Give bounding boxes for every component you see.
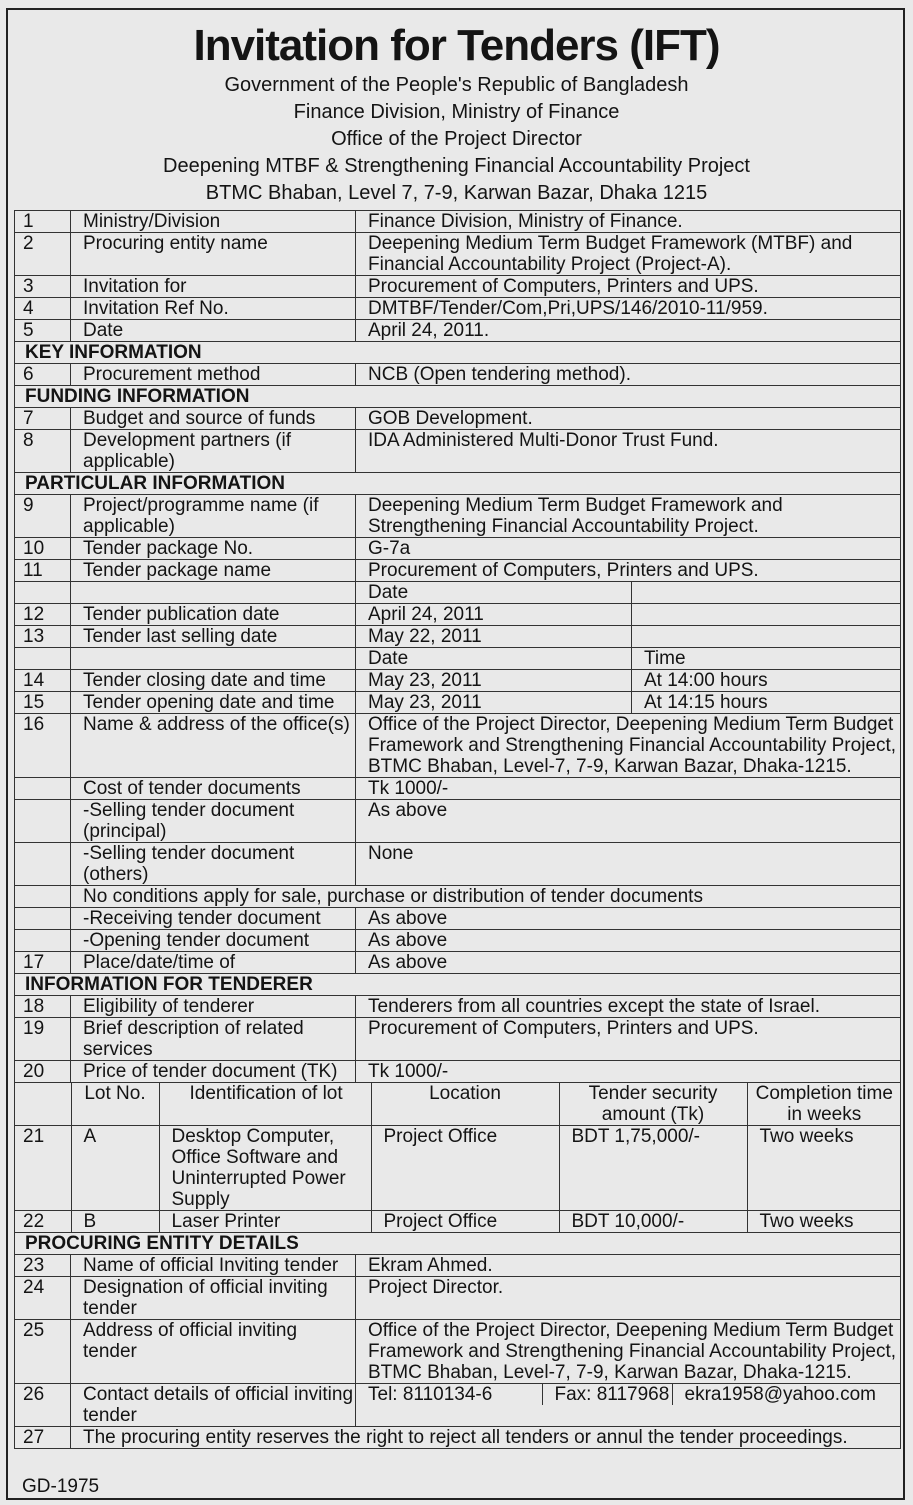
- security-header: Tender security amount (Tk): [559, 1083, 747, 1126]
- row-value: Finance Division, Ministry of Finance.: [356, 211, 901, 233]
- row-value: IDA Administered Multi-Donor Trust Fund.: [356, 430, 901, 473]
- row-label: Project/programme name (if applicable): [71, 495, 356, 538]
- table-row: [15, 430, 901, 473]
- table-row: [15, 626, 901, 648]
- row-label: Tender closing date and time: [71, 670, 356, 692]
- row-value: NCB (Open tendering method).: [356, 364, 901, 386]
- footer-code: GD-1975: [22, 1476, 100, 1497]
- section-heading-key: KEY INFORMATION: [15, 342, 901, 364]
- tender-table: [14, 210, 901, 1449]
- section-row: [15, 1233, 901, 1255]
- row-label: Ministry/Division: [71, 211, 356, 233]
- table-row: [15, 886, 901, 908]
- row-value: None: [356, 843, 901, 886]
- table-row: [15, 996, 901, 1018]
- row-number: 4: [15, 298, 71, 320]
- row-value: Office of the Project Director, Deepening Medium Term Budget Framework and Strengthening Financial Accountability Project, BTMC Bhaban, Level-7, 7-9, Karwan Bazar, Dhaka-1215.: [356, 714, 901, 778]
- page-title: Invitation for Tenders (IFT): [193, 21, 720, 70]
- table-row: [15, 1255, 901, 1277]
- row-label: Cost of tender documents: [71, 778, 356, 800]
- section-row: [15, 473, 901, 495]
- table-row: [15, 233, 901, 276]
- row-number: 17: [15, 952, 71, 974]
- lot-row: [15, 1126, 901, 1211]
- table-row: [15, 1427, 901, 1449]
- row-number: 20: [15, 1061, 71, 1083]
- header-line-office: Office of the Project Director: [331, 128, 582, 150]
- row-value: As above: [356, 800, 901, 843]
- row-number: 11: [15, 560, 71, 582]
- contact-email: ekra1958@yahoo.com: [672, 1384, 901, 1405]
- row-number: 5: [15, 320, 71, 342]
- table-row: [15, 670, 901, 692]
- table-row: [15, 952, 901, 974]
- lot-security: BDT 1,75,000/-: [559, 1126, 747, 1211]
- row-value: April 24, 2011.: [356, 320, 901, 342]
- no-conditions-note: No conditions apply for sale, purchase or distribution of tender documents: [71, 886, 901, 908]
- row-value: Procurement of Computers, Printers and UPS.: [356, 276, 901, 298]
- row-label: -Receiving tender document: [71, 908, 356, 930]
- row-number: 7: [15, 408, 71, 430]
- header-line-address: BTMC Bhaban, Level 7, 7-9, Karwan Bazar, Dhaka 1215: [205, 182, 708, 204]
- row-value: Tk 1000/-: [356, 778, 901, 800]
- lot-no-header: Lot No.: [71, 1083, 159, 1126]
- row-number: 10: [15, 538, 71, 560]
- row-number: 12: [15, 604, 71, 626]
- row-value: Ekram Ahmed.: [356, 1255, 901, 1277]
- row-value: G-7a: [356, 538, 901, 560]
- table-row: [15, 800, 901, 843]
- row-date: May 23, 2011: [356, 692, 632, 714]
- row-label: Tender package name: [71, 560, 356, 582]
- row-label: Place/date/time of: [71, 952, 356, 974]
- row-value: As above: [356, 952, 901, 974]
- row-value: As above: [356, 908, 901, 930]
- row-number: 14: [15, 670, 71, 692]
- row-label: Budget and source of funds: [71, 408, 356, 430]
- row-number: 26: [15, 1384, 71, 1427]
- row-label: Tender publication date: [71, 604, 356, 626]
- row-number: 16: [15, 714, 71, 778]
- row-number: 24: [15, 1277, 71, 1320]
- row-value: April 24, 2011: [356, 604, 632, 626]
- row-number: 13: [15, 626, 71, 648]
- header-line-government: Government of the People's Republic of Bangladesh: [224, 74, 689, 96]
- row-label: -Selling tender document (principal): [71, 800, 356, 843]
- row-value: GOB Development.: [356, 408, 901, 430]
- date-column-header: Date: [356, 648, 632, 670]
- table-row: [15, 538, 901, 560]
- table-row: [15, 495, 901, 538]
- row-number: 9: [15, 495, 71, 538]
- table-row: [15, 1320, 901, 1384]
- contact-details: [356, 1384, 901, 1405]
- row-number: 2: [15, 233, 71, 276]
- row-number: 18: [15, 996, 71, 1018]
- final-note: The procuring entity reserves the right to reject all tenders or annul the tender proceedings.: [71, 1427, 901, 1449]
- table-row: [15, 843, 901, 886]
- section-row: [15, 342, 901, 364]
- row-number: 3: [15, 276, 71, 298]
- row-number: 1: [15, 211, 71, 233]
- lot-letter: B: [71, 1211, 159, 1233]
- row-number: 6: [15, 364, 71, 386]
- row-number: 19: [15, 1018, 71, 1061]
- section-heading-procuring: PROCURING ENTITY DETAILS: [15, 1233, 901, 1255]
- table-row: [15, 1384, 901, 1427]
- table-row: [15, 276, 901, 298]
- row-time: At 14:15 hours: [632, 692, 901, 714]
- row-number: 25: [15, 1320, 71, 1384]
- row-label: Price of tender document (TK): [71, 1061, 356, 1083]
- contact-fax: Fax: 8117968: [542, 1384, 672, 1405]
- lot-identification: Laser Printer: [159, 1211, 371, 1233]
- location-header: Location: [371, 1083, 559, 1126]
- lot-completion: Two weeks: [747, 1211, 901, 1233]
- row-label: Designation of official inviting tender: [71, 1277, 356, 1320]
- section-row: [15, 974, 901, 996]
- table-row: [15, 908, 901, 930]
- header-line-division: Finance Division, Ministry of Finance: [293, 101, 620, 123]
- row-date: May 23, 2011: [356, 670, 632, 692]
- table-row: [15, 211, 901, 233]
- row-label: Development partners (if applicable): [71, 430, 356, 473]
- row-value: Deepening Medium Term Budget Framework (MTBF) and Financial Accountability Project (Project-A).: [356, 233, 901, 276]
- row-label: Invitation Ref No.: [71, 298, 356, 320]
- row-value: Project Director.: [356, 1277, 901, 1320]
- row-value: DMTBF/Tender/Com,Pri,UPS/146/2010-11/959.: [356, 298, 901, 320]
- row-label: Procurement method: [71, 364, 356, 386]
- table-row: [15, 582, 901, 604]
- row-value: Tenderers from all countries except the state of Israel.: [356, 996, 901, 1018]
- lot-identification: Desktop Computer, Office Software and Uninterrupted Power Supply: [159, 1126, 371, 1211]
- row-time: At 14:00 hours: [632, 670, 901, 692]
- row-value: May 22, 2011: [356, 626, 632, 648]
- lot-security: BDT 10,000/-: [559, 1211, 747, 1233]
- row-label: Name & address of the office(s): [71, 714, 356, 778]
- row-label: Tender last selling date: [71, 626, 356, 648]
- time-column-header: Time: [632, 648, 901, 670]
- table-row: [15, 714, 901, 778]
- row-label: Brief description of related services: [71, 1018, 356, 1061]
- row-number: 27: [15, 1427, 71, 1449]
- table-row: [15, 364, 901, 386]
- table-row: [15, 692, 901, 714]
- lot-completion: Two weeks: [747, 1126, 901, 1211]
- row-number: 8: [15, 430, 71, 473]
- row-label: -Opening tender document: [71, 930, 356, 952]
- lot-location: Project Office: [371, 1211, 559, 1233]
- table-row: [15, 560, 901, 582]
- row-number: 21: [15, 1126, 71, 1211]
- lot-letter: A: [71, 1126, 159, 1211]
- row-label: Eligibility of tenderer: [71, 996, 356, 1018]
- contact-tel: Tel: 8110134-6: [368, 1384, 493, 1405]
- row-label: Invitation for: [71, 276, 356, 298]
- row-number: 23: [15, 1255, 71, 1277]
- lot-row: [15, 1211, 901, 1233]
- row-label: -Selling tender document (others): [71, 843, 356, 886]
- row-value: As above: [356, 930, 901, 952]
- table-row: [15, 648, 901, 670]
- lot-location: Project Office: [371, 1126, 559, 1211]
- row-value: Procurement of Computers, Printers and UPS.: [356, 560, 901, 582]
- row-label: Tender opening date and time: [71, 692, 356, 714]
- table-row: [15, 930, 901, 952]
- row-value: Deepening Medium Term Budget Framework and Strengthening Financial Accountability Project.: [356, 495, 901, 538]
- row-number: 22: [15, 1211, 71, 1233]
- row-value: Tk 1000/-: [356, 1061, 901, 1083]
- row-label: Name of official Inviting tender: [71, 1255, 356, 1277]
- row-label: Tender package No.: [71, 538, 356, 560]
- section-row: [15, 386, 901, 408]
- table-row: [15, 604, 901, 626]
- table-row: [15, 298, 901, 320]
- row-label: Address of official inviting tender: [71, 1320, 356, 1384]
- lot-table-row: [15, 1083, 901, 1233]
- row-label: Procuring entity name: [71, 233, 356, 276]
- table-row: [15, 1277, 901, 1320]
- row-number: 15: [15, 692, 71, 714]
- section-heading-tenderer: INFORMATION FOR TENDERER: [15, 974, 901, 996]
- table-row: [15, 1018, 901, 1061]
- row-value: Office of the Project Director, Deepening Medium Term Budget Framework and Strengthening Financial Accountability Project, BTMC Bhaban, Level-7, 7-9, Karwan Bazar, Dhaka-1215.: [356, 1320, 901, 1384]
- date-column-header: Date: [356, 582, 632, 604]
- identification-header: Identification of lot: [159, 1083, 371, 1126]
- table-row: [15, 1061, 901, 1083]
- row-label: Date: [71, 320, 356, 342]
- table-row: [15, 320, 901, 342]
- lot-header-row: [15, 1083, 901, 1126]
- row-value: Procurement of Computers, Printers and UPS.: [356, 1018, 901, 1061]
- table-row: [15, 778, 901, 800]
- header-line-project: Deepening MTBF & Strengthening Financial Accountability Project: [163, 155, 750, 177]
- lot-table: [15, 1083, 901, 1232]
- section-heading-funding: FUNDING INFORMATION: [15, 386, 901, 408]
- section-heading-particular: PARTICULAR INFORMATION: [15, 473, 901, 495]
- table-row: [15, 408, 901, 430]
- row-label: Contact details of official inviting tender: [71, 1384, 356, 1427]
- completion-header: Completion time in weeks: [747, 1083, 901, 1126]
